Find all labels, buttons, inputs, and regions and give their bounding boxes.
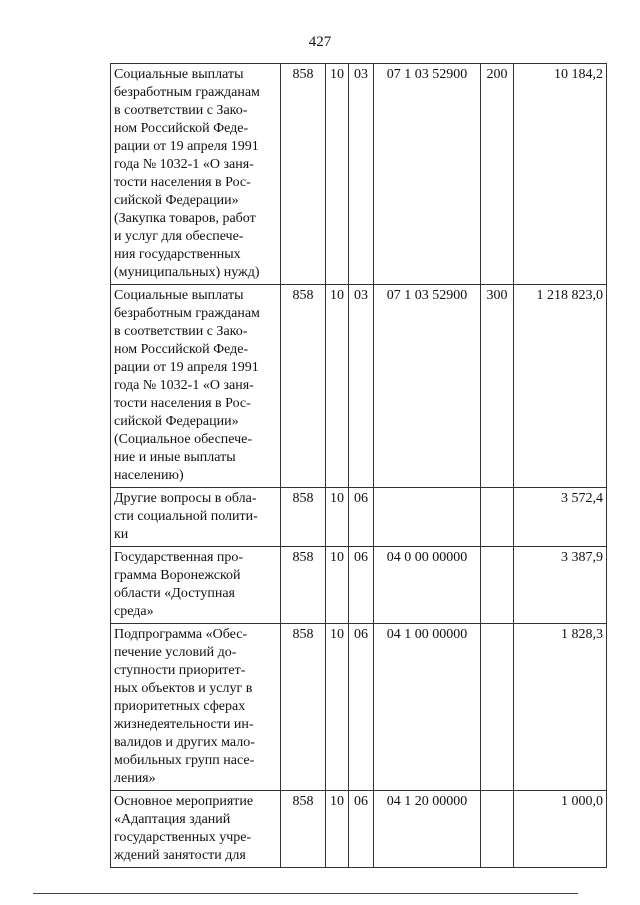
csr-code-cell: 04 1 20 00000 bbox=[374, 791, 481, 868]
gr-code-cell: 858 bbox=[281, 285, 326, 488]
gr-code-cell: 858 bbox=[281, 488, 326, 547]
pr-code-cell: 06 bbox=[349, 488, 374, 547]
vr-code-cell bbox=[481, 791, 514, 868]
csr-code-cell bbox=[374, 488, 481, 547]
sum-cell: 1 218 823,0 bbox=[514, 285, 607, 488]
pr-code-cell: 06 bbox=[349, 624, 374, 791]
pr-code-cell: 03 bbox=[349, 285, 374, 488]
vr-code-cell bbox=[481, 624, 514, 791]
page-number: 427 bbox=[308, 34, 332, 50]
pr-code-cell: 03 bbox=[349, 64, 374, 285]
rz-code-cell: 10 bbox=[326, 624, 349, 791]
gr-code-cell: 858 bbox=[281, 64, 326, 285]
budget-table bbox=[110, 63, 607, 868]
row-name-cell: Государственная про- грамма Воронежской области «Доступная среда» bbox=[111, 547, 281, 624]
sum-cell: 3 572,4 bbox=[514, 488, 607, 547]
sum-cell: 10 184,2 bbox=[514, 64, 607, 285]
rz-code-cell: 10 bbox=[326, 547, 349, 624]
row-name-cell: Основное мероприятие «Адаптация зданий государственных учре- ждений занятости для bbox=[111, 791, 281, 868]
table-row bbox=[111, 488, 607, 547]
footer-rule bbox=[33, 893, 578, 894]
table-row bbox=[111, 547, 607, 624]
csr-code-cell: 04 0 00 00000 bbox=[374, 547, 481, 624]
vr-code-cell: 300 bbox=[481, 285, 514, 488]
csr-code-cell: 07 1 03 52900 bbox=[374, 285, 481, 488]
sum-cell: 1 828,3 bbox=[514, 624, 607, 791]
table-row bbox=[111, 64, 607, 285]
gr-code-cell: 858 bbox=[281, 547, 326, 624]
vr-code-cell bbox=[481, 488, 514, 547]
table-row bbox=[111, 285, 607, 488]
table-row bbox=[111, 624, 607, 791]
rz-code-cell: 10 bbox=[326, 285, 349, 488]
pr-code-cell: 06 bbox=[349, 547, 374, 624]
csr-code-cell: 07 1 03 52900 bbox=[374, 64, 481, 285]
csr-code-cell: 04 1 00 00000 bbox=[374, 624, 481, 791]
gr-code-cell: 858 bbox=[281, 624, 326, 791]
rz-code-cell: 10 bbox=[326, 64, 349, 285]
row-name-cell: Социальные выплаты безработным гражданам в соответствии с Зако- ном Российской Феде- рации от 19 апреля 1991 года № 1032-1 «О заня- тости населения в Рос- сийской Федерации» (Закупка товаров, работ и услуг для обеспече- ния государственных (муниципальных) нужд) bbox=[111, 64, 281, 285]
sum-cell: 3 387,9 bbox=[514, 547, 607, 624]
rz-code-cell: 10 bbox=[326, 791, 349, 868]
row-name-cell: Другие вопросы в обла- сти социальной полити- ки bbox=[111, 488, 281, 547]
pr-code-cell: 06 bbox=[349, 791, 374, 868]
gr-code-cell: 858 bbox=[281, 791, 326, 868]
vr-code-cell bbox=[481, 547, 514, 624]
table-row bbox=[111, 791, 607, 868]
rz-code-cell: 10 bbox=[326, 488, 349, 547]
row-name-cell: Подпрограмма «Обес- печение условий до- ступности приоритет- ных объектов и услуг в приоритетных сферах жизнедеятельности ин- валидов и других мало- мобильных групп насе- ления» bbox=[111, 624, 281, 791]
sum-cell: 1 000,0 bbox=[514, 791, 607, 868]
vr-code-cell: 200 bbox=[481, 64, 514, 285]
row-name-cell: Социальные выплаты безработным гражданам в соответствии с Зако- ном Российской Феде- рации от 19 апреля 1991 года № 1032-1 «О заня- тости населения в Рос- сийской Федерации» (Социальное обеспече- ние и иные выплаты населению) bbox=[111, 285, 281, 488]
